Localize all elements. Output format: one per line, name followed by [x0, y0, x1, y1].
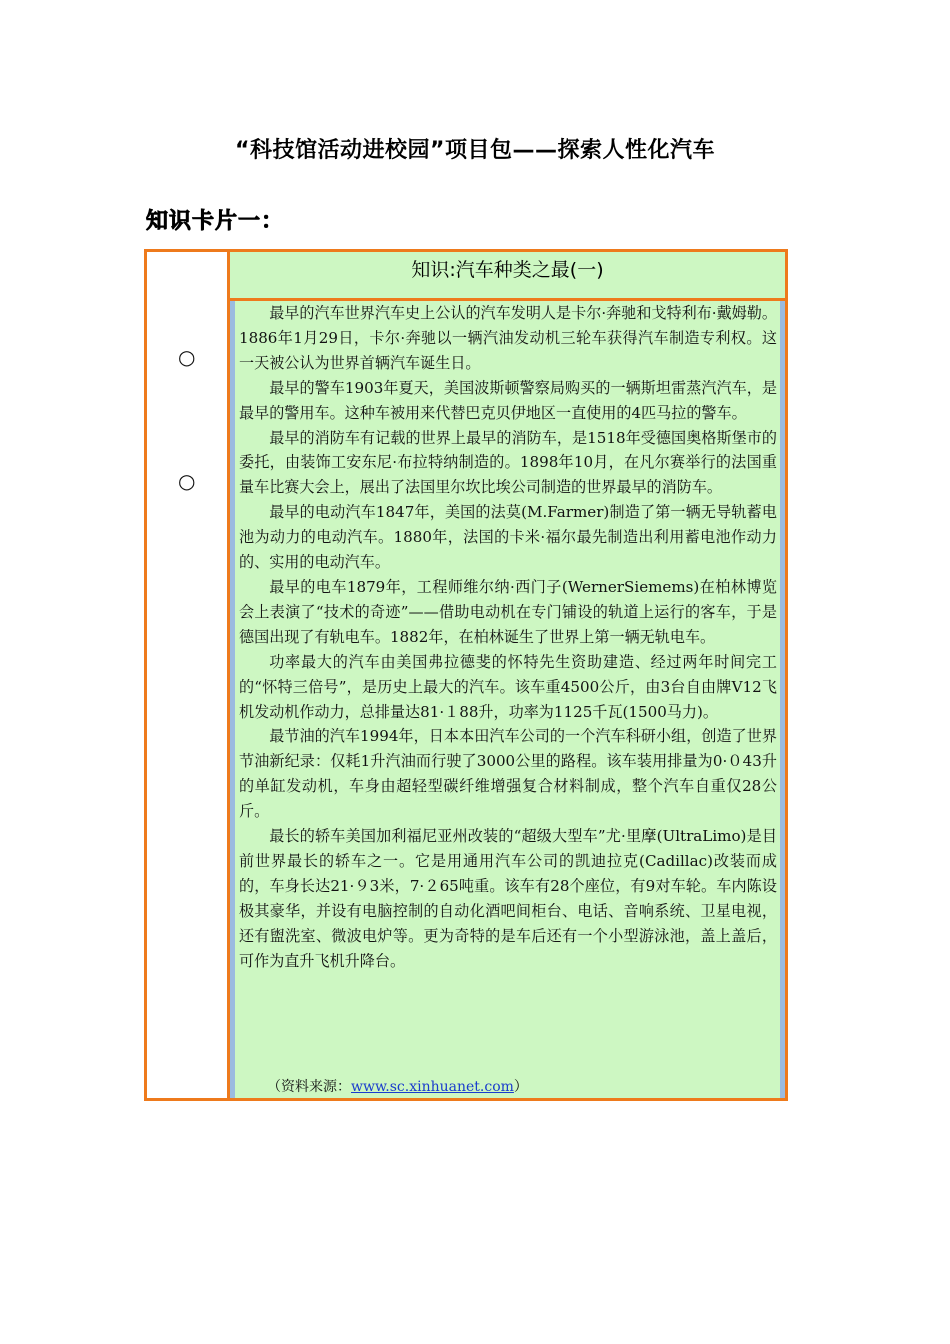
paragraph-most-powerful-car: 功率最大的汽车由美国弗拉德斐的怀特先生资助建造、经过两年时间完工的“怀特三倍号”，是历史上最大的汽车。该车重4500公斤，由3台自由牌V12飞机发动机作动力，总排量达81·１88升，功率为1125千瓦(1500马力)。: [239, 652, 777, 721]
paragraph-first-car: 最早的汽车世界汽车史上公认的汽车发明人是卡尔·奔驰和戈特利布·戴姆勒。1886年1月29日，卡尔·奔驰以一辆汽油发动机三轮车获得汽车制造专利权。这一天被公认为世界首辆汽车诞生日。: [239, 304, 777, 372]
card-header: 知识:汽车种类之最(一): [230, 252, 785, 301]
document-title: “科技馆活动进校园”项目包——探索人性化汽车: [235, 138, 715, 163]
paragraph-first-electric-car: 最早的电动汽车1847年，美国的法莫(M.Farmer)制造了第一辆无导轨蓄电池为动力的电动汽车。1880年，法国的卡米·福尔最先制造出利用蓄电池作动力的、实用的电动汽车。: [239, 503, 777, 572]
circle-bullet-icon: ○: [178, 345, 196, 369]
source-prefix: （资料来源：: [267, 1079, 351, 1095]
card-body-text: [239, 301, 777, 973]
source-suffix: ）: [513, 1079, 528, 1095]
paragraph-longest-limousine: 最长的轿车美国加利福尼亚州改装的“超级大型车”尤·里摩(UltraLimo)是目前世界最长的轿车之一。它是用通用汽车公司的凯迪拉克(Cadillac)改装而成的，车身长达21·９3米，7·２65吨重。该车有28个座位，有9对车轮。车内陈设极其豪华，并设有电脑控制的自动化酒吧间柜台、电话、音响系统、卫星电视，还有盥洗室、微波电炉等。更为奇特的是车后还有一个小型游泳池，盖上盖后，可作为直升飞机升降台。: [239, 827, 777, 970]
paragraph-first-fire-truck: 最早的消防车有记载的世界上最早的消防车，是1518年受德国奥格斯堡市的委托，由装饰工安东尼·布拉特纳制造的。1898年10月，在凡尔赛举行的法国重量车比赛大会上，展出了法国里尔坎比埃公司制造的世界最早的消防车。: [239, 428, 777, 497]
knowledge-card: [144, 249, 788, 1101]
paragraph-first-police-car: 最早的警车1903年夏天，美国波斯顿警察局购买的一辆斯坦雷蒸汽汽车，是最早的警用车。这种车被用来代替巴克贝伊地区一直使用的4匹马拉的警车。: [239, 378, 777, 422]
source-citation: [239, 1076, 777, 1098]
section-heading: 知识卡片一：: [146, 209, 285, 234]
card-left-column: [147, 252, 230, 1098]
card-body: [230, 301, 785, 1098]
circle-bullet-icon: ○: [178, 469, 196, 493]
paragraph-first-tram: 最早的电车1879年，工程师维尔纳·西门子(WernerSiemems)在柏林博览会上表演了“技术的奇迹”——借助电动机在专门铺设的轨道上运行的客车，于是德国出现了有轨电车。1882年，在柏林诞生了世界上第一辆无轨电车。: [239, 577, 777, 646]
source-link[interactable]: www.sc.xinhuanet.com: [351, 1079, 514, 1095]
paragraph-most-fuel-efficient-car: 最节油的汽车1994年，日本本田汽车公司的一个汽车科研小组，创造了世界节油新纪录：仅耗1升汽油而行驶了3000公里的路程。该车装用排量为0·０43升的单缸发动机，车身由超轻型碳纤维增强复合材料制成，整个汽车自重仅28公斤。: [239, 727, 777, 821]
